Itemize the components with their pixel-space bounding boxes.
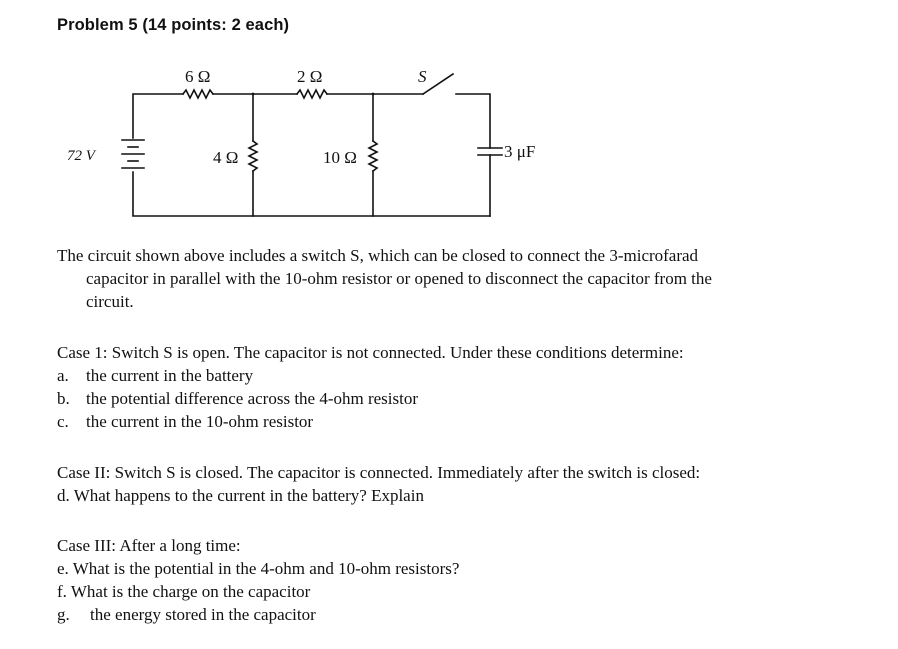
question-b <box>57 387 684 410</box>
intro-line-2: capacitor in parallel with the 10-ohm resistor or opened to disconnect the capacitor from the <box>86 269 712 288</box>
intro-line-1: The circuit shown above includes a switch S, which can be closed to connect the 3-microfarad <box>57 246 699 265</box>
switch-blade <box>423 74 453 94</box>
case-1-section <box>57 341 684 433</box>
resistor-10-ohm <box>369 141 377 171</box>
node-dot-left <box>252 93 255 96</box>
resistor-6-ohm-label: 6 Ω <box>185 67 211 86</box>
question-g-text: the energy stored in the capacitor <box>90 605 316 624</box>
case-1-header: Case 1: Switch S is open. The capacitor is not connected. Under these conditions determine: <box>57 343 684 362</box>
bottom-wire <box>133 172 490 216</box>
resistor-2-ohm <box>297 90 327 98</box>
question-c <box>57 410 684 433</box>
resistor-6-ohm <box>183 90 213 98</box>
question-b-label: b. <box>57 389 70 408</box>
intro-line-3: circuit. <box>86 292 134 311</box>
switch-contact-wire <box>456 94 490 148</box>
question-c-label: c. <box>57 412 69 431</box>
battery-label: 72 V <box>67 148 95 164</box>
question-a-text: the current in the battery <box>86 366 254 385</box>
question-f: f. What is the charge on the capacitor <box>57 582 311 601</box>
resistor-10-ohm-label: 10 Ω <box>323 148 357 167</box>
resistor-2-ohm-label: 2 Ω <box>297 67 323 86</box>
question-g <box>57 603 459 626</box>
top-wire-left <box>133 94 183 138</box>
resistor-4-ohm-label: 4 Ω <box>213 148 239 167</box>
capacitor-label: 3 μF <box>504 142 536 161</box>
question-e: e. What is the potential in the 4-ohm and 10-ohm resistors? <box>57 559 460 578</box>
question-b-text: the potential difference across the 4-ohm resistor <box>86 389 419 408</box>
switch-label: S <box>418 67 427 86</box>
question-a-label: a. <box>57 366 69 385</box>
question-c-text: the current in the 10-ohm resistor <box>86 412 314 431</box>
case-2-header: Case II: Switch S is closed. The capacitor is connected. Immediately after the switch is closed: <box>57 463 701 482</box>
case-3-section <box>57 534 459 626</box>
node-dot-right <box>372 93 375 96</box>
problem-title: Problem 5 (14 points: 2 each) <box>57 16 290 34</box>
intro-paragraph <box>57 244 712 313</box>
case-2-section <box>57 461 700 507</box>
case-3-header: Case III: After a long time: <box>57 536 241 555</box>
circuit-diagram <box>0 0 898 240</box>
question-g-label: g. <box>57 605 70 624</box>
question-a <box>57 364 684 387</box>
resistor-4-ohm <box>249 141 257 171</box>
question-d: d. What happens to the current in the battery? Explain <box>57 486 424 505</box>
